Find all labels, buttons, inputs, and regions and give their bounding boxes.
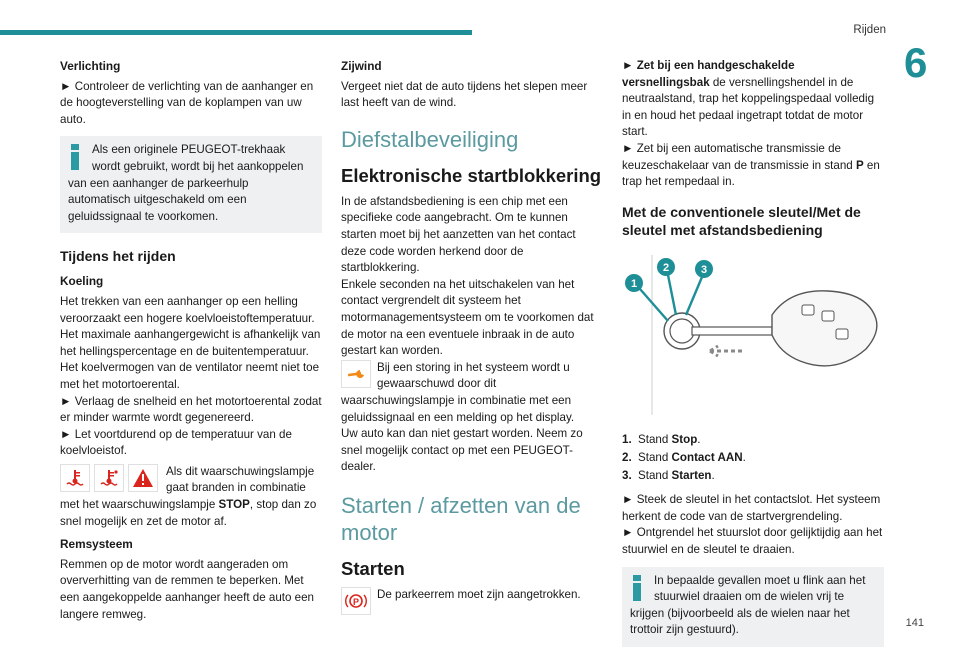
parkeerrem-paragraph xyxy=(341,587,603,617)
paragraph-handgeschakeld xyxy=(622,58,884,141)
paragraph-startblok-1: In de afstandsbediening is een chip met een specifieke code aangebracht. Om te kunnen starten moet bij het aanzetten van het contact deze code worden herkend door de startblokkering. xyxy=(341,194,576,275)
coolant-level-red-icon xyxy=(94,464,124,492)
heading-remsysteem: Remsysteem xyxy=(60,537,133,552)
paragraph-verlichting: ► Controleer de verlichting van de aanhanger en de hoogteverstelling van de koplampen van uw auto. xyxy=(60,79,314,126)
warning-icons xyxy=(60,464,158,492)
callout-3: 3 xyxy=(700,263,708,276)
paragraph-zijwind: Vergeet niet dat de auto tijdens het slepen meer last heeft van de wind. xyxy=(341,79,588,110)
stop-warning-triangle-icon xyxy=(128,464,158,492)
step-number: 1. xyxy=(622,433,632,447)
info-icon xyxy=(630,575,644,601)
step-item xyxy=(622,468,884,485)
svg-text:P: P xyxy=(352,596,360,607)
steps-list xyxy=(622,432,884,484)
top-accent-bar xyxy=(0,30,472,35)
warning-text-a: Als dit waarschuwingslampje gaat branden in combinatie met het waarschuwingslampje xyxy=(60,464,315,512)
paragraph-remsysteem: Remmen op de motor wordt aangeraden om oververhitting van de remmen te beperken. Met een aangekoppelde aanhanger heeft de auto een langere remweg. xyxy=(60,557,315,621)
handgeschakeld-rest: de versnellingshendel in de neutraalstand, trap het koppelingspedaal volledig in en houd het pedaal ingetrapt totdat de motor start. xyxy=(622,75,875,139)
step-bold: Contact AAN xyxy=(671,450,743,464)
heading-starten: Starten xyxy=(341,557,405,579)
paragraph-koeling-3: ► Verlaag de snelheid en het motortoerental zodat er minder warmte wordt gegenereerd. xyxy=(60,394,322,425)
step-bold: Stop xyxy=(671,433,698,447)
info-box-stuurwiel xyxy=(622,567,884,647)
heading-diefstalbeveiliging: Diefstalbeveiliging xyxy=(341,126,519,152)
warning-paragraph xyxy=(60,464,322,530)
paragraph-startblok-2: Enkele seconden na het uitschakelen van het contact vergrendelt dit systeem het motormanagementsysteem om te voorkomen dat de motor na een eventuele inbraak in de auto gestart kan worden. xyxy=(341,277,594,358)
step-post: . xyxy=(742,450,746,464)
callout-1: 1 xyxy=(630,277,638,290)
paragraph-koeling-1: Het trekken van een aanhanger op een helling veroorzaakt een hogere koelvloeistoftemperatuur. xyxy=(60,294,315,325)
step-bold: Starten xyxy=(671,468,712,482)
step-pre: Stand xyxy=(638,450,672,464)
warning-stop-label: STOP xyxy=(218,498,250,512)
step-post: . xyxy=(711,468,715,482)
storing-paragraph xyxy=(341,360,603,426)
heading-sleutel: Met de conventionele sleutel/Met de sleutel met afstandsbediening xyxy=(622,203,861,238)
coolant-temp-red-icon xyxy=(60,464,90,492)
info-text-stuurwiel: In bepaalde gevallen moet u flink aan het stuurwiel draaien om de wielen vrij te krijgen (bijvoorbeeld als de wielen naar het trottoir zijn gestuurd). xyxy=(630,573,866,637)
page-number: 141 xyxy=(905,617,924,629)
paragraph-steek-sleutel: ► Steek de sleutel in het contactslot. Het systeem herkent de code van de startvergrendeling. xyxy=(622,493,881,523)
paragraph-storing-2: Uw auto kan dan niet gestart worden. Neem zo snel mogelijk contact op met een PEUGEOT-dealer. xyxy=(341,427,583,474)
heading-starten-afzetten: Starten / afzetten van de motor xyxy=(341,492,581,545)
callout-2: 2 xyxy=(662,261,670,274)
info-box-trekhaak xyxy=(60,136,322,233)
column-left xyxy=(60,58,322,629)
automaat-a: ► Zet bij een automatische transmissie de keuzeschakelaar van de transmissie in stand xyxy=(622,141,856,172)
heading-startblokkering: Elektronische startblokkering xyxy=(341,164,602,186)
paragraph-koeling-2: Het maximale aanhangergewicht is afhankelijk van het hellingspercentage en de buitentemperatuur. Het koelvermogen van de ventilator neemt niet toe met het motortoerental. xyxy=(60,328,321,391)
paragraph-automaat xyxy=(622,141,884,191)
parking-brake-icon xyxy=(341,587,371,615)
storing-text: Bij een storing in het systeem wordt u gewaarschuwd door dit waarschuwingslampje in combinatie met een geluidssignaal en een melding op het display. xyxy=(341,360,575,424)
warning-text-b: , stop dan zo snel mogelijk en zet de motor af. xyxy=(60,498,317,528)
key-ignition-illustration xyxy=(622,255,884,421)
step-pre: Stand xyxy=(638,468,672,482)
step-number: 3. xyxy=(622,468,632,482)
column-middle xyxy=(341,58,603,617)
section-label: Rijden xyxy=(853,24,886,36)
step-post: . xyxy=(697,433,701,447)
automaat-b: en trap het rempedaal in. xyxy=(622,158,880,189)
step-number: 2. xyxy=(622,450,632,464)
handgeschakeld-bold: ► Zet bij een handgeschakelde versnellingsbak xyxy=(622,59,795,89)
key-diagram xyxy=(622,255,884,415)
step-item xyxy=(622,432,884,449)
wrench-icon xyxy=(341,360,371,388)
paragraph-koeling-4: ► Let voortdurend op de temperatuur van de koelvloeistof. xyxy=(60,427,292,458)
chapter-number: 6 xyxy=(904,39,928,86)
info-text-trekhaak: Als een originele PEUGEOT-trekhaak wordt gebruikt, wordt bij het aankoppelen van een aanhanger de parkeerhulp automatisch uitgeschakeld om een geluidssignaal te voorkomen. xyxy=(68,143,304,223)
automaat-p: P xyxy=(855,158,864,172)
step-pre: Stand xyxy=(638,433,672,447)
heading-zijwind: Zijwind xyxy=(341,59,382,73)
heading-verlichting: Verlichting xyxy=(60,59,121,73)
heading-koeling: Koeling xyxy=(60,274,104,289)
info-icon xyxy=(68,144,82,170)
step-item xyxy=(622,450,884,467)
column-right xyxy=(622,58,884,657)
heading-tijdens-het-rijden: Tijdens het rijden xyxy=(60,248,176,265)
parkeerrem-text: De parkeerrem moet zijn aangetrokken. xyxy=(377,587,581,601)
paragraph-ontgrendel: ► Ontgrendel het stuurslot door gelijktijdig aan het stuurwiel en de sleutel te draaien. xyxy=(622,526,883,556)
